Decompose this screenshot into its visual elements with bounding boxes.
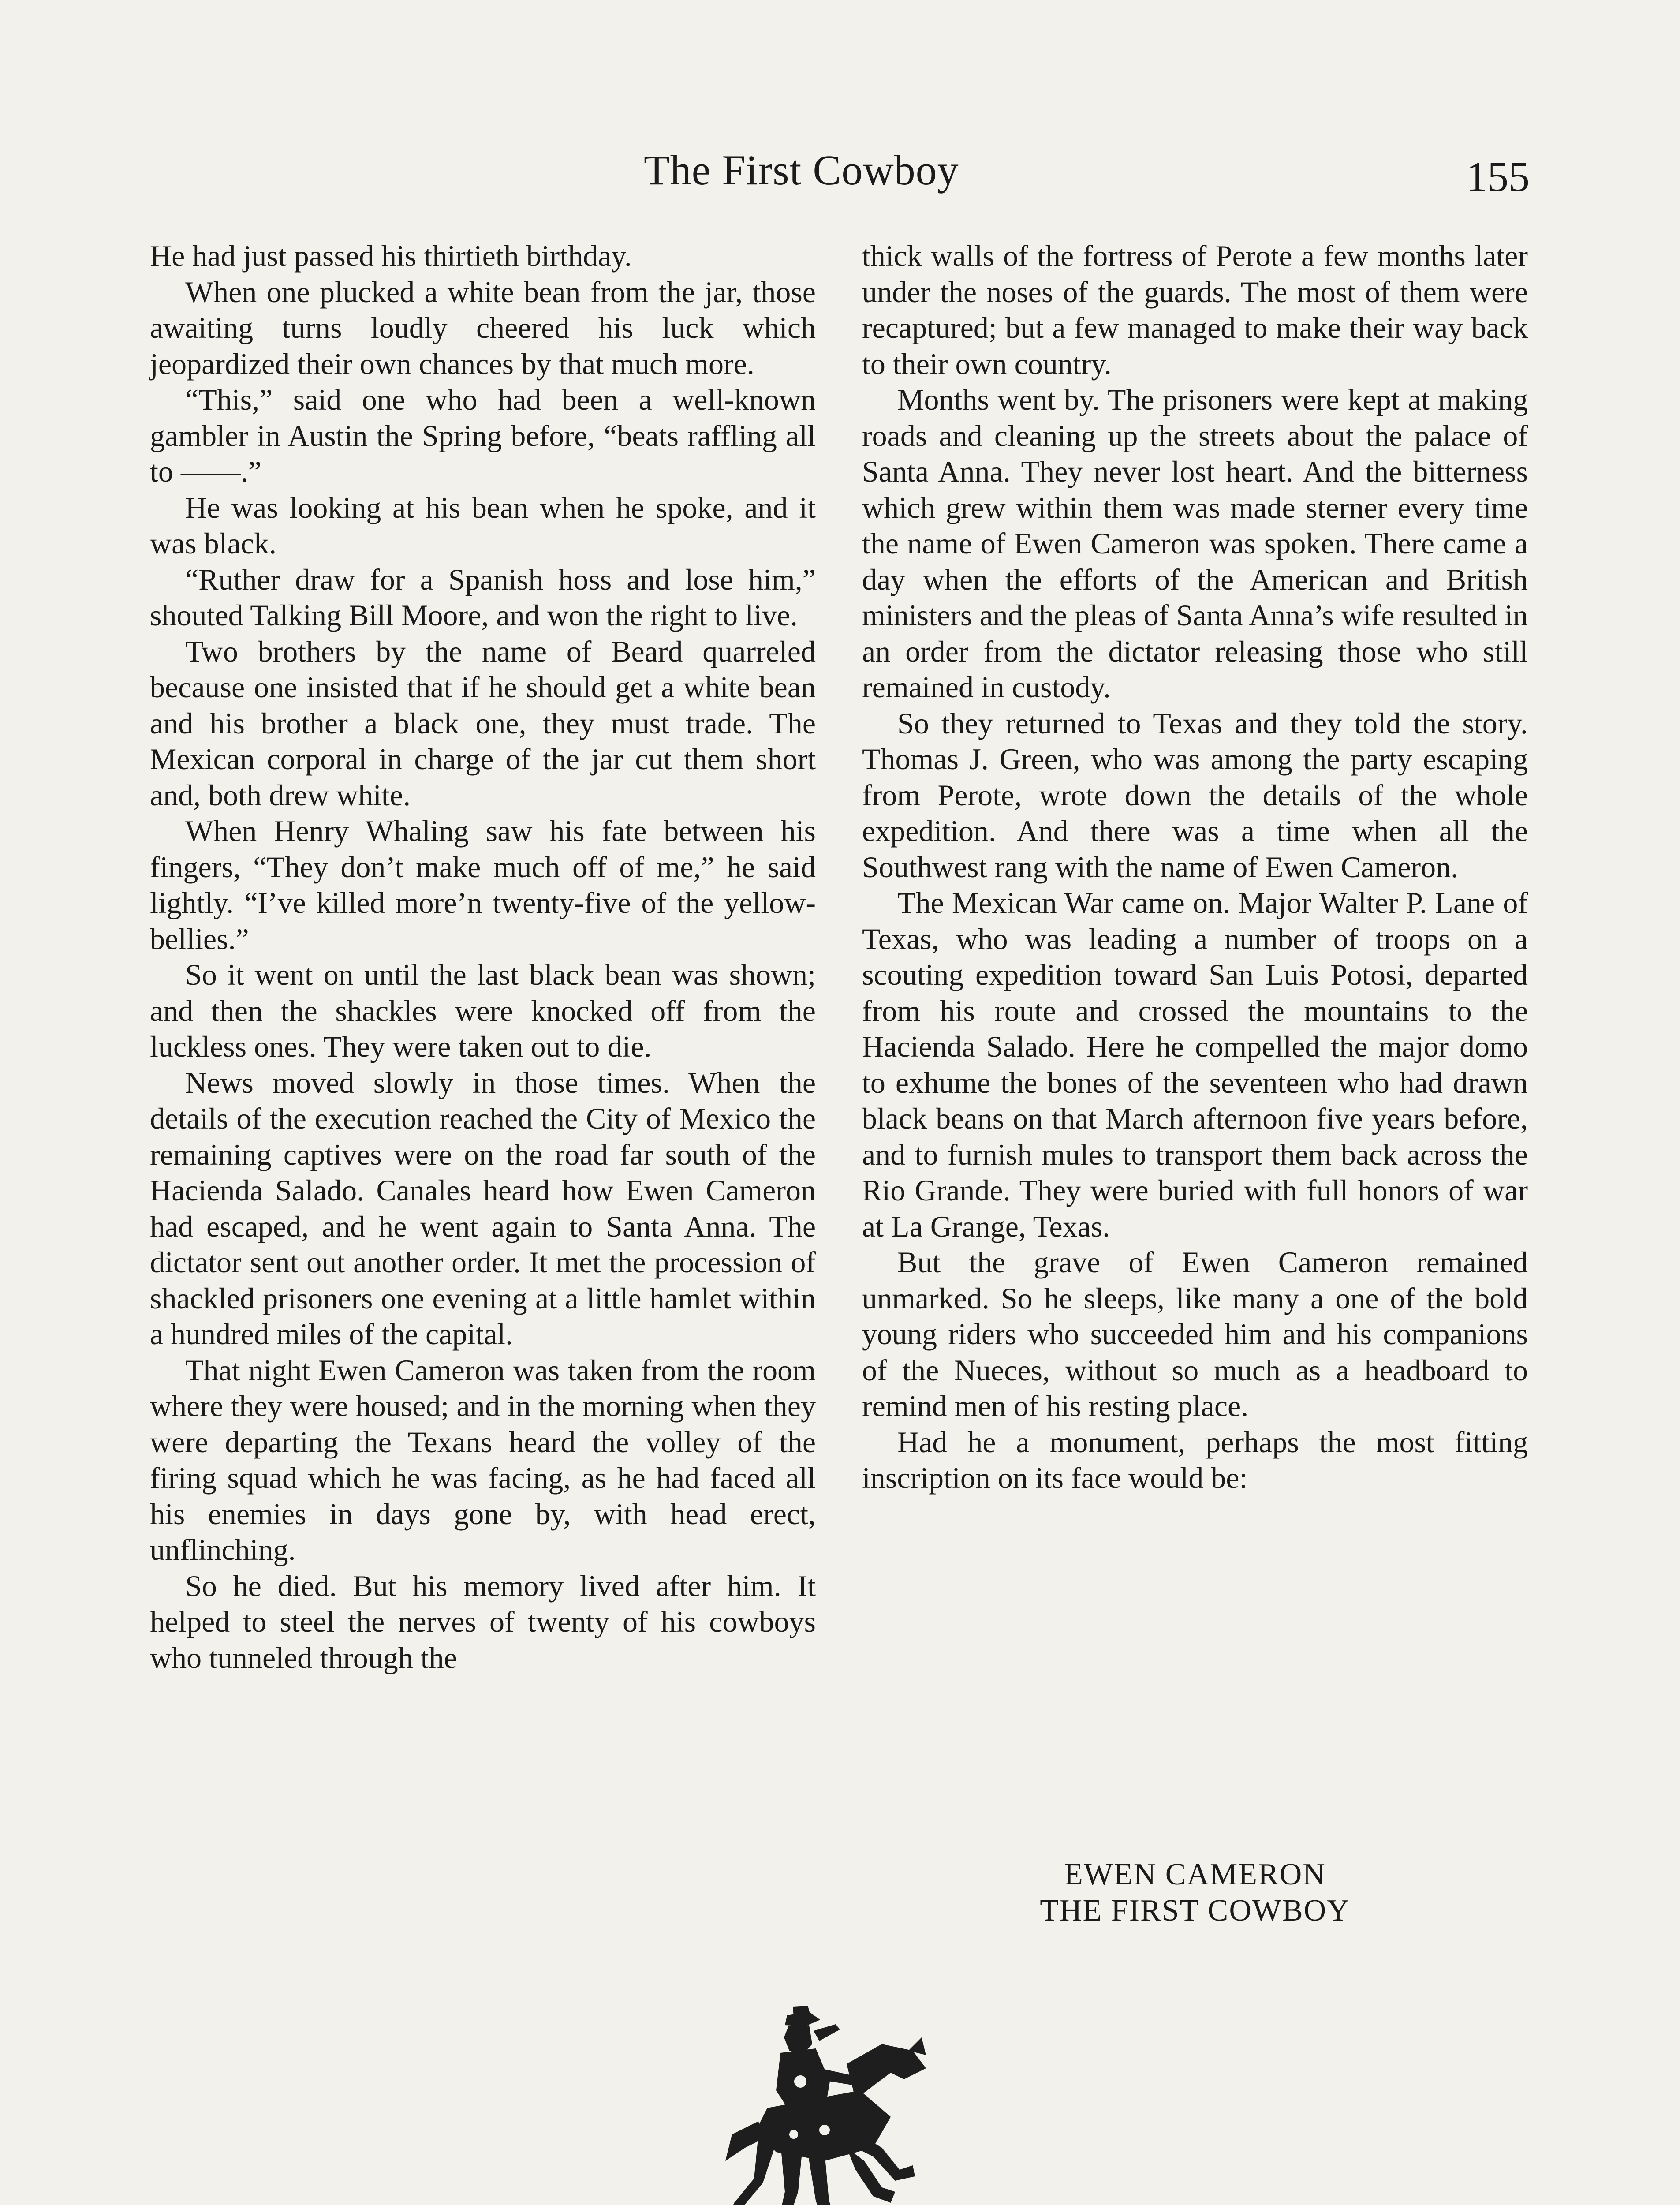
paragraph: So he died. But his memory lived after him. It helped to steel the nerves of twenty of his cowboys who tunneled through the [150,1569,816,1674]
paragraph: So it went on until the last black bean was shown; and then the shackles were knocked off from the luckless ones. They were taken out to die. [150,958,816,1063]
paragraph: The Mexican War came on. Major Walter P. Lane of Texas, who was leading a number of troops on a scouting expedition toward San Luis Potosi, departed from his route and crossed the mountains to the Hacienda Salado. Here he compelled the major domo to exhume the bones of the seventeen who had drawn black beans on that March afternoon five years before, and to furnish mules to transport them back across the Rio Grande. They were buried with full honors of war at La Grange, Texas. [862,886,1528,1243]
epitaph [862,1857,1528,1929]
paragraph: When one plucked a white bean from the jar, those awaiting turns loudly cheered his luck which jeopardized their own chances by that much more. [150,275,816,381]
paragraph: Months went by. The prisoners were kept at making roads and cleaning up the streets about the palace of Santa Anna. They never lost heart. And the bitterness which grew within them was made sterner every time the name of Ewen Cameron was spoken. There came a day when the efforts of the American and British ministers and the pleas of Santa Anna’s wife resulted in an order from the dictator releasing those who still remained in custody. [862,383,1528,704]
epitaph-line: THE FIRST COWBOY [1040,1894,1350,1928]
paragraph: thick walls of the fortress of Perote a few months later under the noses of the guards. The most of them were recaptured; but a few managed to make their way back to their own country. [862,239,1528,381]
paragraph: Had he a monument, perhaps the most fitting inscription on its face would be: [862,1425,1528,1495]
running-title: The First Cowboy [644,146,959,194]
paragraph: “Ruther draw for a Spanish hoss and lose him,” shouted Talking Bill Moore, and won the right to live. [150,562,816,632]
cowboy-on-bucking-horse-icon [714,2002,988,2205]
paragraph: “This,” said one who had been a well-known gambler in Austin the Spring before, “beats raffling all to ——.” [150,383,816,488]
right-column [862,238,1528,1496]
page-number: 155 [1466,153,1530,200]
left-column [150,238,816,1676]
paragraph: So they returned to Texas and they told the story. Thomas J. Green, who was among the party escaping from Perote, wrote down the details of the whole expedition. And there was a time when all the Southwest rang with the name of Ewen Cameron. [862,706,1528,884]
paragraph: He was looking at his bean when he spoke, and it was black. [150,490,816,560]
epitaph-line: EWEN CAMERON [1064,1857,1326,1891]
paragraph: That night Ewen Cameron was taken from the room where they were housed; and in the morning when they were departing the Texans heard the volley of the firing squad which he was facing, as he had faced all his enemies in days gone by, with head erect, unflinching. [150,1353,816,1566]
paragraph: He had just passed his thirtieth birthday. [150,239,632,273]
paragraph: When Henry Whaling saw his fate between his fingers, “They don’t make much off of me,” he said lightly. “I’ve killed more’n twenty-five of the yellow-bellies.” [150,814,816,956]
paragraph: Two brothers by the name of Beard quarreled because one insisted that if he should get a white bean and his brother a black one, they must trade. The Mexican corporal in charge of the jar cut them short and, both drew white. [150,634,816,812]
paragraph: News moved slowly in those times. When the details of the execution reached the City of Mexico the remaining captives were on the road far south of the Hacienda Salado. Canales heard how Ewen Cameron had escaped, and he went again to Santa Anna. The dictator sent out another order. It met the procession of shackled prisoners one evening at a little hamlet within a hundred miles of the capital. [150,1065,816,1351]
paragraph: But the grave of Ewen Cameron remained unmarked. So he sleeps, like many a one of the bold young riders who succeeded him and his companions of the Nueces, without so much as a headboard to remind men of his resting place. [862,1245,1528,1423]
